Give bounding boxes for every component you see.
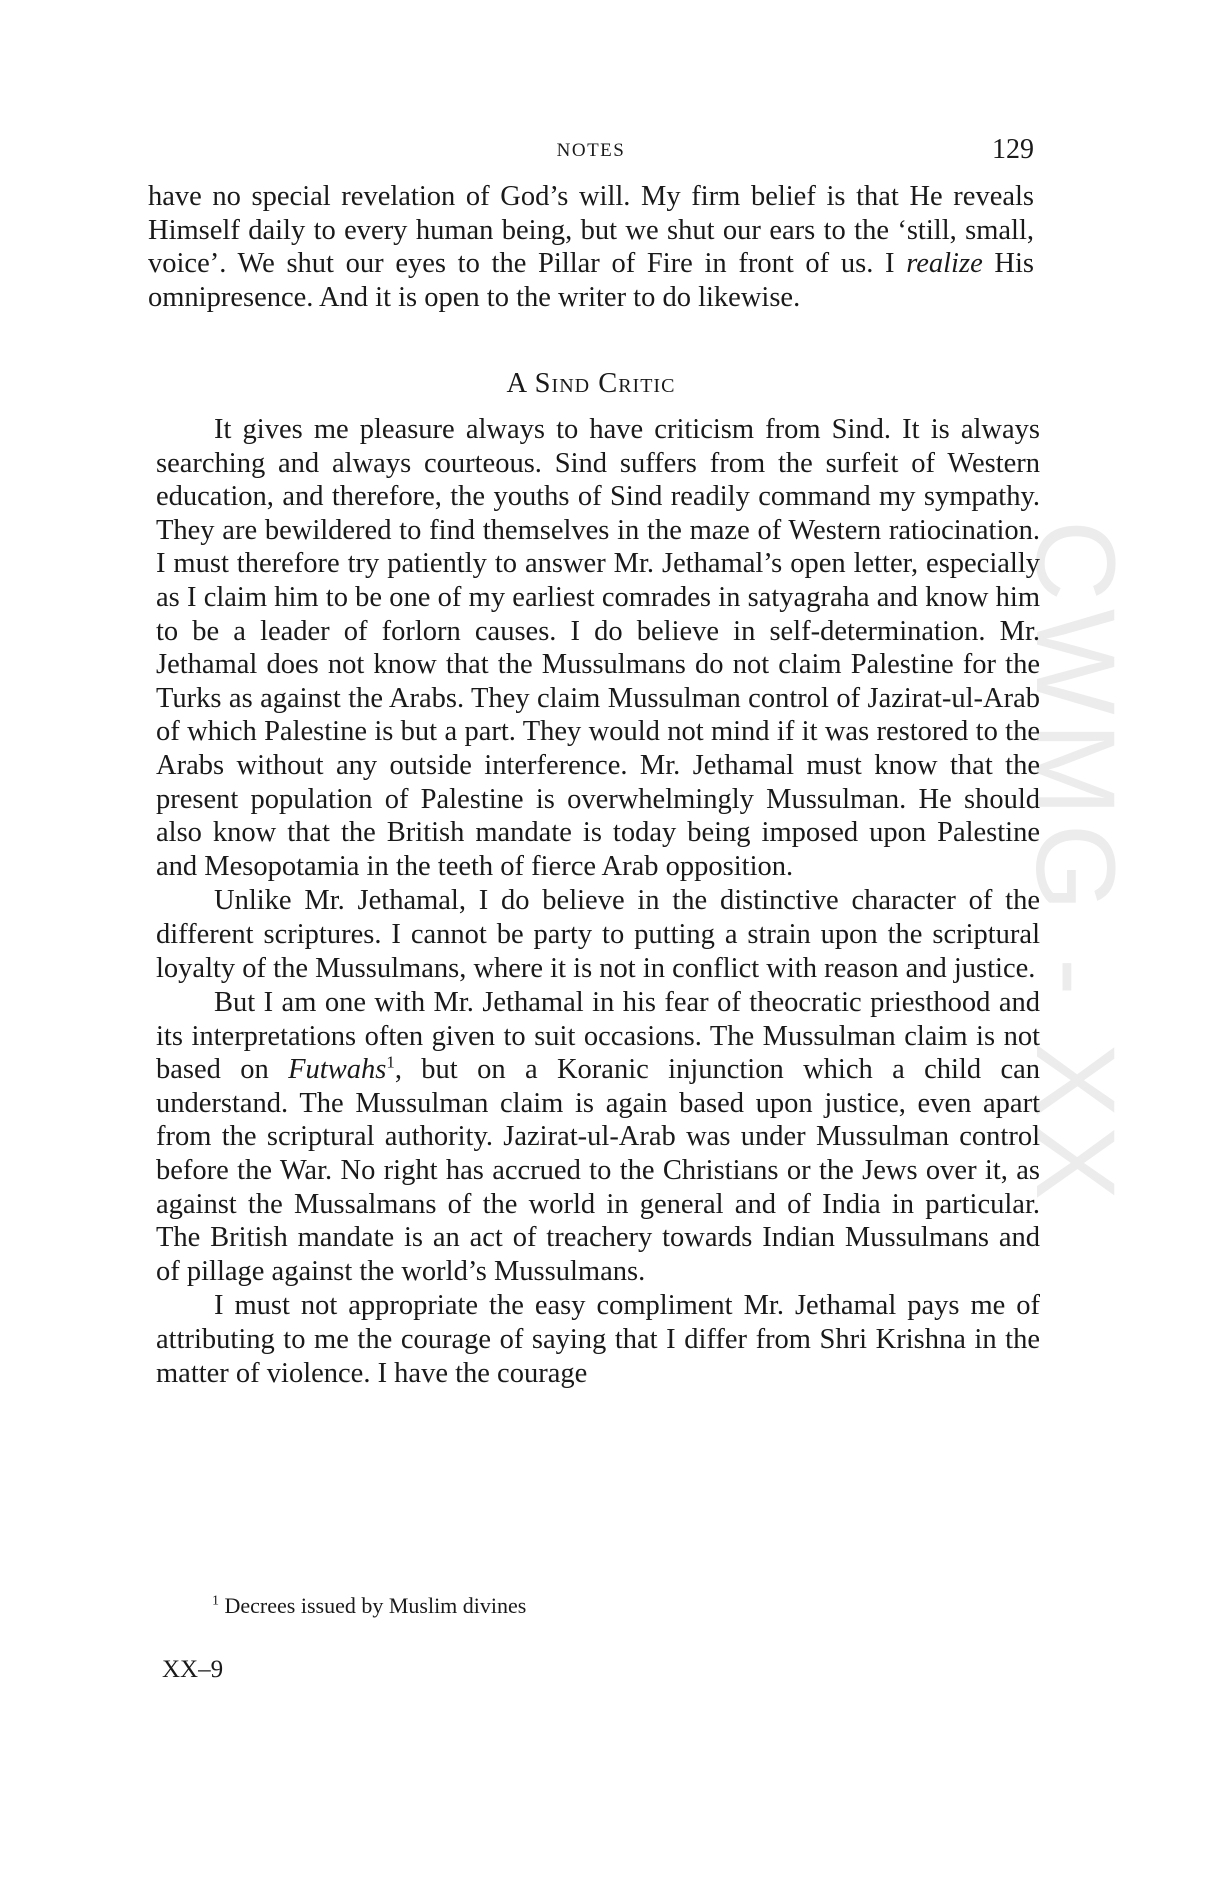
running-title: NOTES (556, 140, 626, 161)
futwahs-emphasis: Futwahs (288, 1054, 387, 1086)
paragraph-sind-criticism: It gives me pleasure always to have criticism from Sind. It is always searching and always courteous. Sind suffers from the surfeit of Western education, and therefore, the youths of Sind readily command my sympathy. They are bewildered to find themselves in the maze of Western ratiocination. I must therefore try patiently to answer Mr. Jethamal’s open letter, especially as I claim him to be one of my earliest comrades in satyagraha and know him to be a leader of forlorn causes. I do believe in self-determination. Mr. Jethamal does not know that the Mussulmans do not claim Palestine for the Turks as against the Arabs. They claim Mussulman control of Jazirat-ul-Arab of which Palestine is but a part. They would not mind if it was restored to the Arabs without any outside interference. Mr. Jethamal must know that the present population of Palestine is overwhelmingly Mussulman. He should also know that the British mandate is today being imposed upon Palestine and Mesopotamia in the teeth of fierce Arab opposition. (156, 414, 1040, 882)
section-heading: A Sind Critic (506, 368, 676, 399)
running-head (148, 134, 1034, 170)
futwahs-text-1: But I am one with Mr. Jethamal in his fear of theocratic priesthood and its interpretations often given to suit occasions. The Mussulman claim is not based on (156, 987, 1040, 1086)
opening-text-2: His omnipresence. And it is open to the writer to do likewise. (148, 248, 1034, 313)
paragraph-scriptures: Unlike Mr. Jethamal, I do believe in the distinctive character of the different scriptures. I cannot be party to putting a strain upon the scriptural loyalty of the Mussulmans, where it is not in conflict with reason and justice. (156, 885, 1040, 984)
footnote-reference: 1 (386, 1052, 395, 1072)
opening-paragraph (148, 180, 1034, 314)
cwmg-watermark: CWMG - XX (1013, 520, 1138, 1208)
futwahs-text-2: , but on a Koranic injunction which a child can understand. The Mussulman claim is again based upon justice, even apart from the scriptural authority. Jazirat-ul-Arab was under Mussulman control before the War. No right has accrued to the Christians or the Jews over it, as against the Mussalmans of the world in general and of India in particular. The British mandate is an act of treachery towards Indian Mussulmans and of pillage against the world’s Mussulmans. (156, 1054, 1041, 1287)
paragraph-futwahs (156, 986, 1040, 1288)
opening-text-1: have no special revelation of God’s will. My firm belief is that He reveals Himself daily to every human being, but we shut our ears to the ‘still, small, voice’. We shut our eyes to the Pillar of Fire in front of us. I (148, 181, 1034, 280)
paragraph-courage: I must not appropriate the easy compliment Mr. Jethamal pays me of attributing to me the courage of saying that I differ from Shri Krishna in the matter of violence. I have the courage (156, 1290, 1040, 1389)
page-number: 129 (992, 134, 1034, 165)
footnote-text: Decrees issued by Muslim divines (219, 1593, 527, 1618)
main-text (156, 413, 1040, 1390)
signature-mark: XX–9 (162, 1656, 224, 1683)
footnote (212, 1592, 526, 1620)
footnote-marker: 1 (212, 1593, 219, 1609)
opening-emphasis: realize (906, 248, 983, 280)
